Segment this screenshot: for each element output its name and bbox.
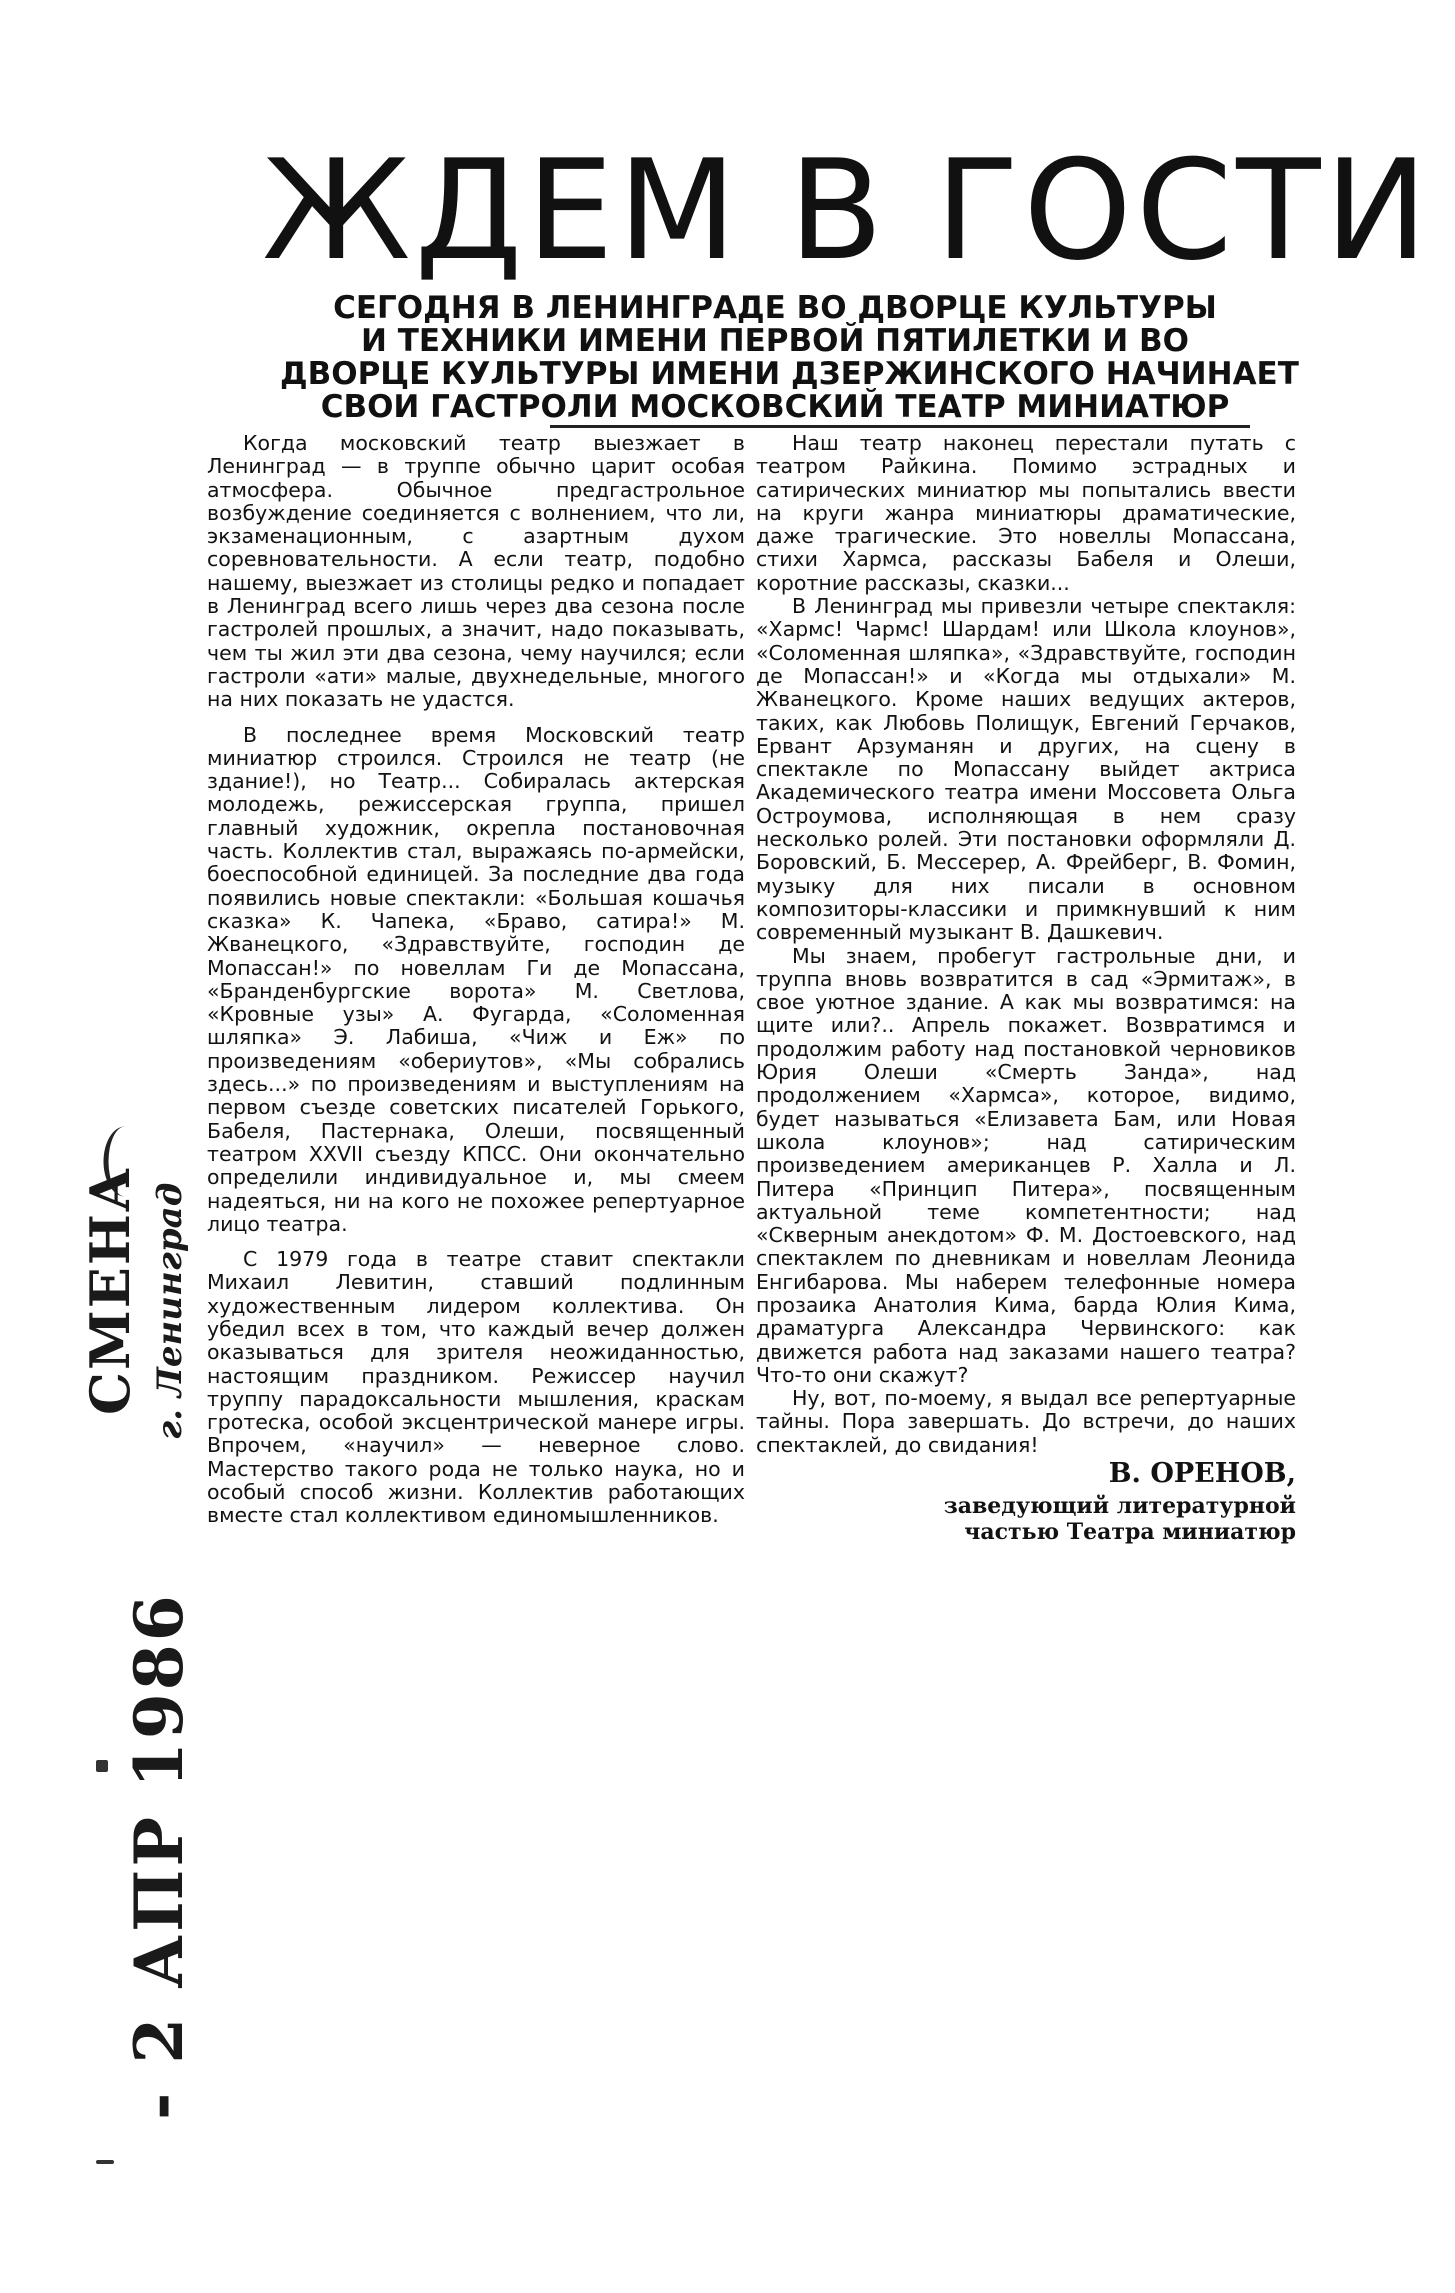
ink-speck	[96, 2160, 114, 2164]
paragraph: С 1979 года в театре ставит спектакли Михаил Левитин, ставший подлинным художественным лидером коллектива. Он убедил всех в том, что каждый вечер должен оказываться для зрителя неожиданностью, настоящим праздником. Режиссер научил труппу парадоксальности мышления, краскам гротеска, особой эксцентрической манере игры. Впрочем, «научил» — неверное слово. Мастерство такого рода не только наука, но и особый способ жизни. Коллектив работающих вместе стал коллективом единомышленников.	[207, 1247, 745, 1528]
author-title: заведующий литературной частью Театра миниатюр	[943, 1493, 1296, 1546]
subheadline-line: СВОИ ГАСТРОЛИ МОСКОВСКИЙ ТЕАТР МИНИАТЮР	[320, 389, 1230, 425]
paragraph: Ну, вот, по-моему, я выдал все репертуарные тайны. Пора завершать. До встречи, до наших спектаклей, до свидания!	[756, 1386, 1296, 1457]
paragraph: В Ленинград мы привезли четыре спектакля: «Хармс! Чармс! Шардам! или Школа клоунов», «Соломенная шляпка», «Здравствуйте, господин де Мопассан!» и «Когда мы отдыхали» М. Жванецкого. Кроме наших ведущих актеров, таких, как Любовь Полищук, Евгений Герчаков, Ервант Арзуманян и других, на сцену в спектакле по Мопассану выйдет актриса Академического театра имени Моссовета Ольга Остроумова, исполняющая в нем сразу несколько ролей. Эти постановки оформляли Д. Боровский, Б. Мессерер, А. Фрейберг, В. Фомин, музыку для них писали в основном композиторы-классики и примкнувший к ним современный музыкант В. Дашкевич.	[756, 594, 1296, 945]
paragraph: В последнее время Московский театр миниатюр строился. Строился не театр (не здание!), но Театр... Собиралась актерская молодежь, режиссерская группа, пришел главный художник, окрепла постановочная часть. Коллектив стал, выражаясь по-армейски, боеспособной единицей. За последние два года появились новые спектакли: «Большая кошачья сказка» К. Чапека, «Браво, сатира!» М. Жванецкого, «Здравствуйте, господин де Мопассан!» по новеллам Ги де Мопассана, «Бранденбургские ворота» М. Светлова, «Кровные узы» А. Фугарда, «Соломенная шляпка» Э. Лабиша, «Чиж и Еж» по произведениям «обериутов», «Мы собрались здесь...» по произведениям и выступлениям на первом съезде советских писателей Горького, Бабеля, Пастернака, Олеши, посвященный театром XXVII съезду КПСС. Они окончательно определили индивидуальное и, мы смеем надеяться, ни на кого не похожее репертуарное лицо театра.	[207, 722, 745, 1236]
right-column	[756, 432, 1296, 1545]
left-column	[207, 432, 745, 1528]
paragraph: Мы знаем, пробегут гастрольные дни, и труппа вновь возвратится в сад «Эрмитаж», в свое уютное здание. А как мы возвратимся: на щите или?.. Апрель покажет. Возвратимся и продолжим работу над постановкой черновиков Юрия Олеши «Смерть Занда», над продолжением «Хармса», которое, видимо, будет называться «Елизавета Бам, или Новая школа клоунов»; над сатирическим произведением американцев Р. Халла и Л. Питера «Принцип Питера», посвященным актуальной теме компетентности; над «Скверным анекдотом» Ф. М. Достоевского, над спектаклем по дневникам и новеллам Леонида Енгибарова. Мы наберем телефонные номера прозаика Анатолия Кима, барда Юлия Кима, драматурга Александра Червинского: как движется работа над заказами нашего театра? Что-то они скажут?	[756, 943, 1296, 1387]
paragraph: Когда московский театр выезжает в Ленинград — в труппе обычно царит особая атмосфера. Обычное предгастрольное возбуждение соединяется с волнением, что ли, экзаменационным, с азартным духом соревновательности. А если театр, подобно нашему, выезжает из столицы редко и попадает в Ленинград всего лишь через два сезона после гастролей прошлых, а значит, надо показывать, чем ты жил эти два сезона, чему научился; если гастроли «ати» малые, двухнедельные, многого на них показать не удастся.	[207, 431, 745, 712]
subheadline-line: И ТЕХНИКИ ИМЕНИ ПЕРВОЙ ПЯТИЛЕТКИ И ВО	[361, 323, 1189, 359]
city-stamp: г. Ленинград	[150, 1182, 190, 1440]
author-signature: В. ОРЕНОВ,	[1108, 1458, 1296, 1490]
newspaper-stamp: СМЕНА	[78, 1166, 142, 1415]
page-title: ЖДЕМ В ГОСТИ	[262, 130, 1432, 291]
date-stamp: - 2 АПР 1986	[120, 1592, 198, 2120]
subheadline-line: ДВОРЦЕ КУЛЬТУРЫ ИМЕНИ ДЗЕРЖИНСКОГО НАЧИНАЕТ	[280, 356, 1299, 392]
ink-speck	[96, 1760, 108, 1772]
subheadline-divider	[550, 425, 1250, 428]
subheadline-line: СЕГОДНЯ В ЛЕНИНГРАДЕ ВО ДВОРЦЕ КУЛЬТУРЫ	[333, 290, 1217, 326]
subheadline	[280, 290, 1299, 425]
paragraph: Наш театр наконец перестали путать с театром Райкина. Помимо эстрадных и сатирических миниатюр мы попытались ввести на круги жанра миниатюры драматические, даже трагические. Это новеллы Мопассана, стихи Хармса, рассказы Бабеля и Олеши, коротние рассказы, сказки...	[756, 431, 1296, 595]
